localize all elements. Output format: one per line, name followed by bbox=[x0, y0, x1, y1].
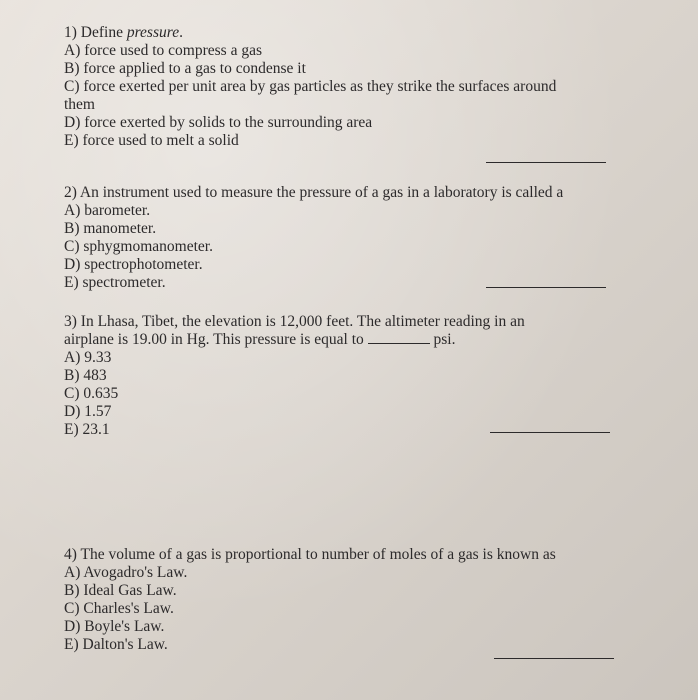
answer-line-2[interactable] bbox=[486, 287, 606, 288]
question-1-options bbox=[64, 42, 624, 150]
question-2 bbox=[64, 184, 624, 292]
question-3 bbox=[64, 313, 624, 439]
option-a: A) 9.33 bbox=[64, 349, 112, 366]
question-2-prompt: 2) An instrument used to measure the pressure of a gas in a laboratory is called a bbox=[64, 184, 564, 201]
question-3-options bbox=[64, 349, 624, 439]
option-b: B) manometer. bbox=[64, 220, 157, 237]
option-d: D) spectrophotometer. bbox=[64, 256, 203, 273]
option-c: C) 0.635 bbox=[64, 385, 119, 402]
option-d: D) Boyle's Law. bbox=[64, 618, 165, 635]
option-e: E) spectrometer. bbox=[64, 274, 166, 291]
option-e: E) force used to melt a solid bbox=[64, 132, 239, 149]
option-c: C) sphygmomanometer. bbox=[64, 238, 213, 255]
option-a: A) barometer. bbox=[64, 202, 151, 219]
question-1-prompt bbox=[64, 24, 624, 42]
answer-line-3[interactable] bbox=[490, 432, 610, 433]
question-3-prompt-b: psi. bbox=[433, 331, 456, 348]
question-4-prompt: 4) The volume of a gas is proportional to number of moles of a gas is known as bbox=[64, 546, 556, 563]
option-b: B) force applied to a gas to condense it bbox=[64, 60, 306, 77]
option-d: D) 1.57 bbox=[64, 403, 112, 420]
option-a: A) force used to compress a gas bbox=[64, 42, 262, 59]
option-a: A) Avogadro's Law. bbox=[64, 564, 188, 581]
question-1-term: pressure bbox=[126, 24, 180, 41]
option-c: C) force exerted per unit area by gas particles as they strike the surfaces around them bbox=[64, 78, 557, 113]
question-3-inline-blank[interactable] bbox=[368, 331, 430, 344]
question-4 bbox=[64, 546, 624, 654]
option-e: E) Dalton's Law. bbox=[64, 636, 168, 653]
question-3-prompt-a: airplane is 19.00 in Hg. This pressure is equal to bbox=[64, 331, 364, 348]
question-3-prompt-line1: 3) In Lhasa, Tibet, the elevation is 12,000 feet. The altimeter reading in an bbox=[64, 313, 525, 330]
option-c: C) Charles's Law. bbox=[64, 600, 174, 617]
question-1-term-suffix: . bbox=[179, 24, 183, 41]
answer-line-4[interactable] bbox=[494, 658, 614, 659]
option-b: B) Ideal Gas Law. bbox=[64, 582, 177, 599]
question-4-options bbox=[64, 564, 624, 654]
question-1-number: 1) Define bbox=[64, 24, 127, 41]
answer-line-1[interactable] bbox=[486, 162, 606, 163]
option-e: E) 23.1 bbox=[64, 421, 110, 438]
question-3-prompt-line2 bbox=[64, 331, 624, 349]
option-b: B) 483 bbox=[64, 367, 107, 384]
question-2-options bbox=[64, 202, 624, 292]
question-1 bbox=[64, 24, 624, 150]
option-d: D) force exerted by solids to the surrounding area bbox=[64, 114, 373, 131]
